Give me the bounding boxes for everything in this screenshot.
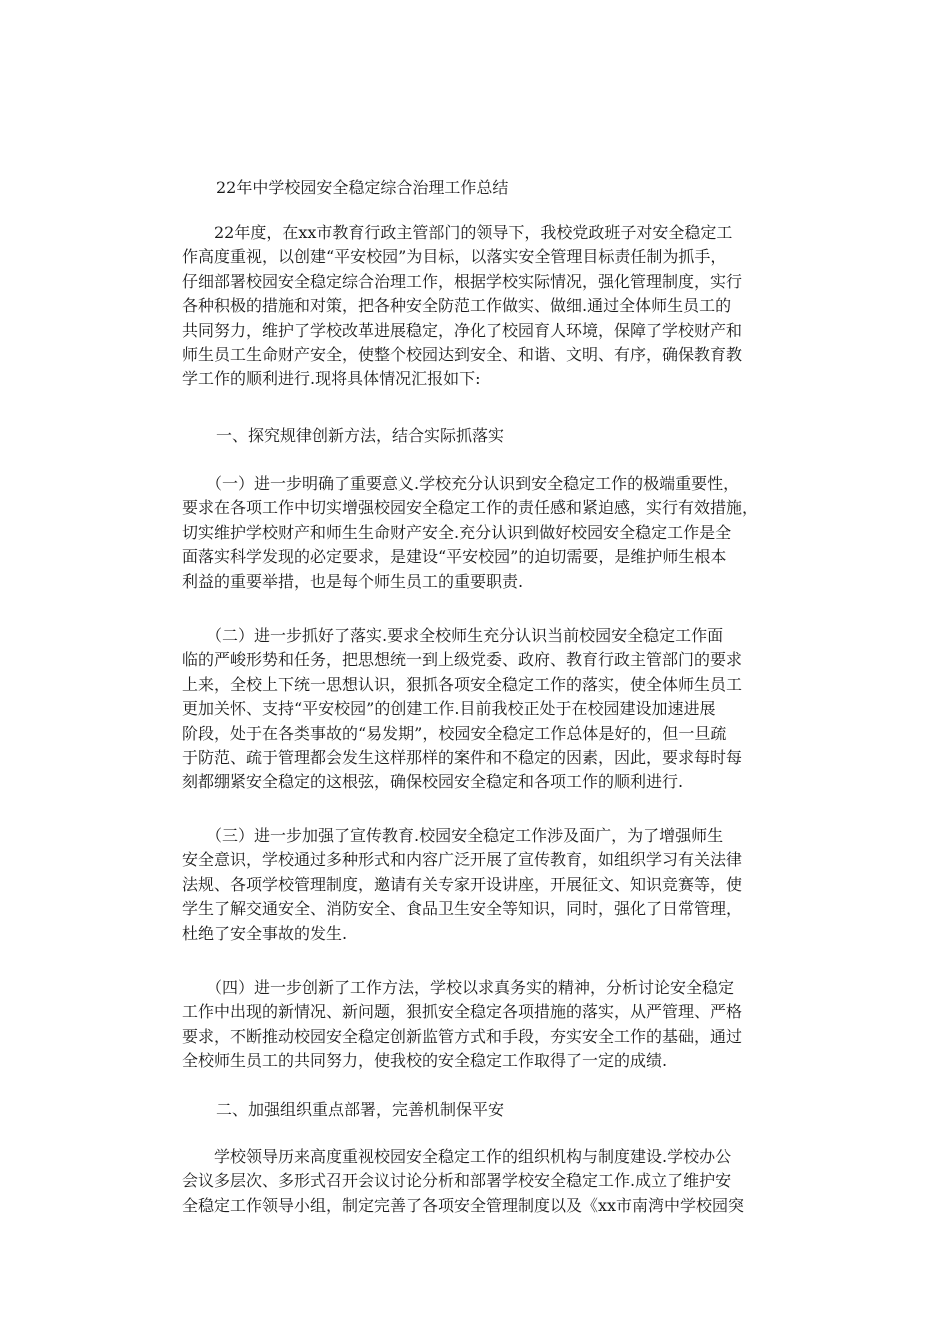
intro-paragraph bbox=[182, 221, 768, 392]
paragraph-line: 工作中出现的新情况、新问题，狠抓安全稳定各项措施的落实，从严管理、严格 bbox=[182, 1002, 743, 1022]
paragraph-line: 杜绝了安全事故的发生. bbox=[182, 923, 348, 943]
paragraph-line: 利益的重要举措，也是每个师生员工的重要职责. bbox=[182, 571, 524, 591]
paragraph-1 bbox=[182, 472, 768, 594]
paragraph-line: 更加关怀、支持“平安校园”的创建工作.目前我校正处于在校园建设加速进展 bbox=[182, 699, 716, 719]
paragraph-line: 阶段，处于在各类事故的“易发期”，校园安全稳定工作总体是好的，但一旦疏 bbox=[182, 723, 727, 743]
paragraph-4 bbox=[182, 976, 768, 1074]
paragraph-line: 学生了解交通安全、消防安全、食品卫生安全等知识，同时，强化了日常管理， bbox=[182, 899, 743, 919]
paragraph-line: 要求，不断推动校园安全稳定创新监管方式和手段，夯实安全工作的基础，通过 bbox=[182, 1026, 743, 1046]
paragraph-line: 切实维护学校财产和师生生命财产安全.充分认识到做好校园安全稳定工作是全 bbox=[182, 522, 732, 542]
paragraph-line: 全稳定工作领导小组，制定完善了各项安全管理制度以及《xx市南湾中学校园突 bbox=[182, 1195, 745, 1215]
paragraph-5 bbox=[182, 1145, 768, 1218]
intro-line: 各种积极的措施和对策，把各种安全防范工作做实、做细.通过全体师生员工的 bbox=[182, 296, 732, 316]
paragraph-3 bbox=[182, 824, 768, 946]
paragraph-line: （三）进一步加强了宣传教育.校园安全稳定工作涉及面广，为了增强师生 bbox=[182, 826, 724, 845]
paragraph-line: （一）进一步明确了重要意义.学校充分认识到安全稳定工作的极端重要性， bbox=[182, 474, 740, 493]
intro-line: 学工作的顺利进行.现将具体情况汇报如下: bbox=[182, 369, 481, 389]
paragraph-line: 面落实科学发现的必定要求，是建设“平安校园”的迫切需要，是维护师生根本 bbox=[182, 547, 727, 567]
paragraph-line: （二）进一步抓好了落实.要求全校师生充分认识当前校园安全稳定工作面 bbox=[182, 626, 724, 645]
intro-line: 作高度重视，以创建“平安校园”为目标，以落实安全管理目标责任制为抓手， bbox=[182, 247, 727, 267]
paragraph-line: 上来，全校上下统一思想认识，狠抓各项安全稳定工作的落实，使全体师生员工 bbox=[182, 674, 743, 694]
paragraph-line: 刻都绷紧安全稳定的这根弦，确保校园安全稳定和各项工作的顺利进行. bbox=[182, 772, 684, 792]
paragraph-line: 学校领导历来高度重视校园安全稳定工作的组织机构与制度建设.学校办公 bbox=[182, 1147, 732, 1166]
intro-line: 师生员工生命财产安全，使整个校园达到安全、和谐、文明、有序，确保教育教 bbox=[182, 345, 743, 365]
intro-line: 22年度，在xx市教育行政主管部门的领导下，我校党政班子对安全稳定工 bbox=[182, 223, 733, 242]
paragraph-line: 临的严峻形势和任务，把思想统一到上级党委、政府、教育行政主管部门的要求 bbox=[182, 650, 743, 670]
paragraph-line: 安全意识，学校通过多种形式和内容广泛开展了宣传教育，如组织学习有关法律 bbox=[182, 850, 743, 870]
paragraph-line: 法规、各项学校管理制度，邀请有关专家开设讲座，开展征文、知识竞赛等，使 bbox=[182, 874, 743, 894]
intro-line: 共同努力，维护了学校改革进展稳定，净化了校园育人环境，保障了学校财产和 bbox=[182, 320, 743, 340]
section-heading-2: 二、加强组织重点部署，完善机制保平安 bbox=[216, 1100, 505, 1119]
document-title: 22年中学校园安全稳定综合治理工作总结 bbox=[216, 178, 509, 197]
paragraph-line: 要求在各项工作中切实增强校园安全稳定工作的责任感和紧迫感，实行有效措施， bbox=[182, 498, 759, 518]
intro-line: 仔细部署校园安全稳定综合治理工作，根据学校实际情况，强化管理制度，实行 bbox=[182, 271, 743, 291]
paragraph-2 bbox=[182, 624, 768, 795]
section-heading-1: 一、探究规律创新方法，结合实际抓落实 bbox=[216, 426, 505, 445]
paragraph-line: 于防范、疏于管理都会发生这样那样的案件和不稳定的因素，因此，要求每时每 bbox=[182, 748, 743, 768]
paragraph-line: （四）进一步创新了工作方法，学校以求真务实的精神，分析讨论安全稳定 bbox=[182, 978, 735, 997]
paragraph-line: 会议多层次、多形式召开会议讨论分析和部署学校安全稳定工作.成立了维护安 bbox=[182, 1171, 732, 1191]
paragraph-line: 全校师生员工的共同努力，使我校的安全稳定工作取得了一定的成绩. bbox=[182, 1051, 668, 1071]
